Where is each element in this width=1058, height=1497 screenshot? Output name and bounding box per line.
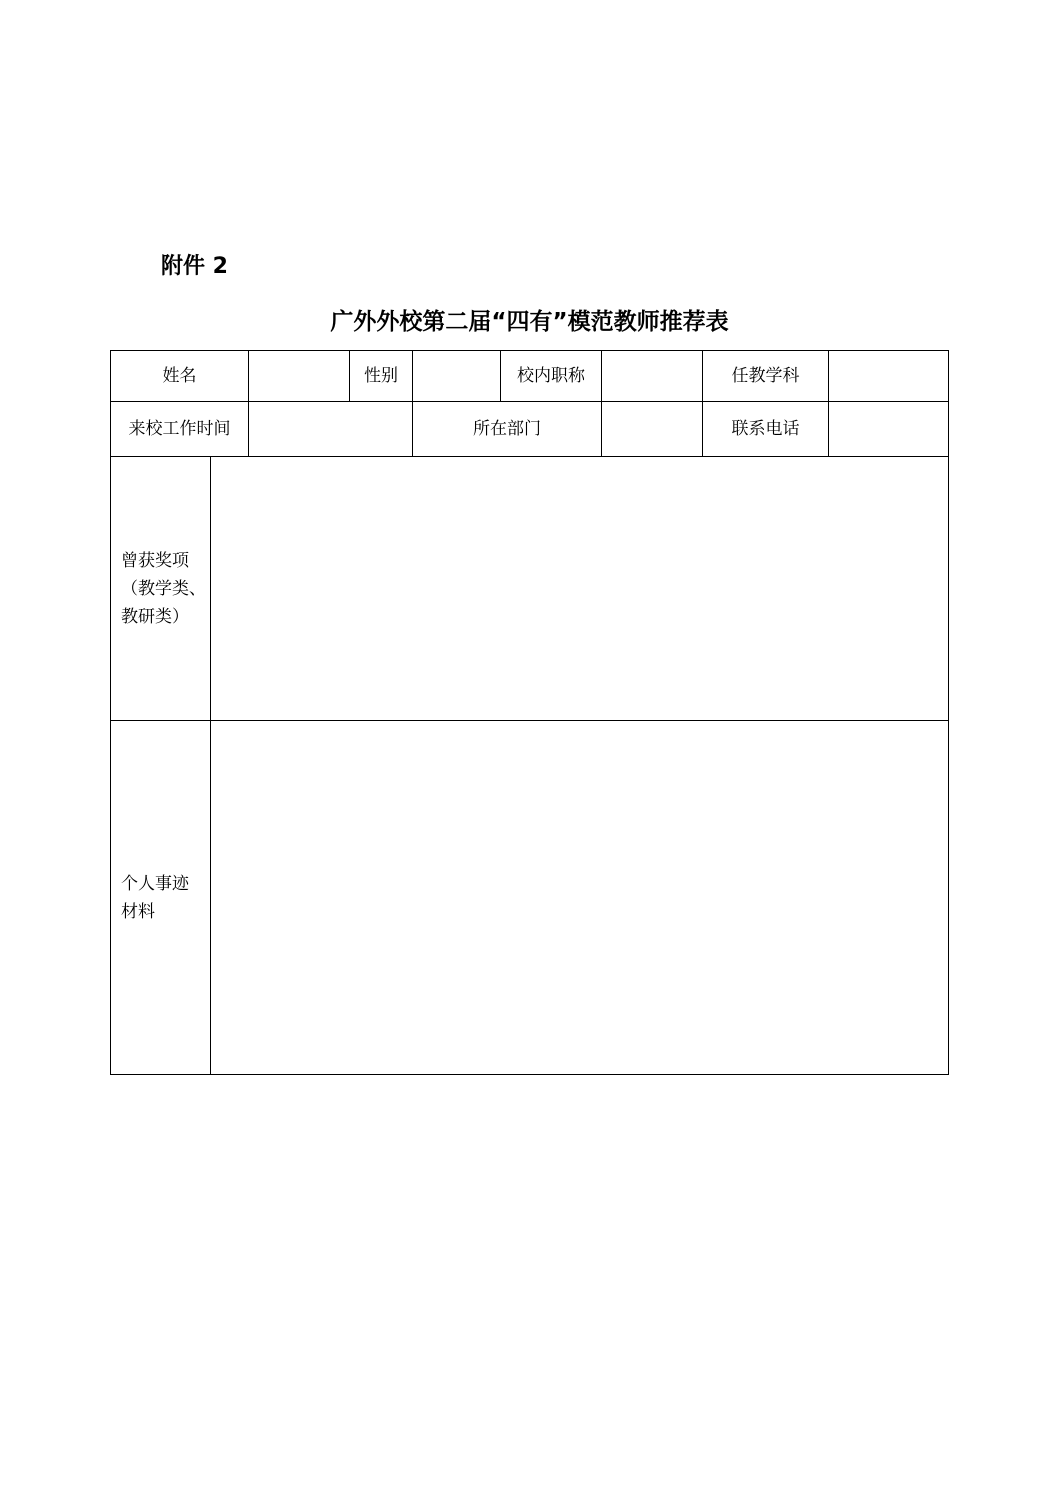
title-label: 校内职称: [517, 366, 585, 386]
subject-field[interactable]: [829, 351, 948, 401]
start-time-field[interactable]: [249, 402, 412, 456]
gender-label: 性别: [364, 366, 398, 386]
name-label: 姓名: [162, 366, 197, 386]
deeds-field[interactable]: [211, 721, 948, 1074]
phone-field[interactable]: [829, 402, 948, 456]
awards-field[interactable]: [211, 457, 948, 720]
awards-label-line: （教学类、: [121, 578, 206, 599]
title-field[interactable]: [602, 351, 702, 401]
table-border-bottom: [110, 1074, 949, 1075]
awards-label-line: 教研类）: [121, 606, 189, 627]
department-field[interactable]: [602, 402, 702, 456]
start-time-label: 来校工作时间: [128, 419, 231, 439]
deeds-label: [111, 721, 210, 1074]
department-label: 所在部门: [473, 419, 541, 439]
awards-label-line: 曾获奖项: [121, 550, 189, 571]
deeds-label-line: 材料: [121, 901, 155, 922]
table-border-right: [948, 350, 949, 1075]
awards-label: [111, 457, 210, 720]
name-field[interactable]: [249, 351, 349, 401]
attachment-label: 附件 2: [161, 254, 228, 279]
form-title: 广外外校第二届“四有”模范教师推荐表: [330, 309, 729, 335]
deeds-label-line: 个人事迹: [121, 873, 189, 894]
gender-field[interactable]: [413, 351, 500, 401]
phone-label: 联系电话: [731, 419, 800, 439]
subject-label: 任教学科: [731, 366, 800, 386]
